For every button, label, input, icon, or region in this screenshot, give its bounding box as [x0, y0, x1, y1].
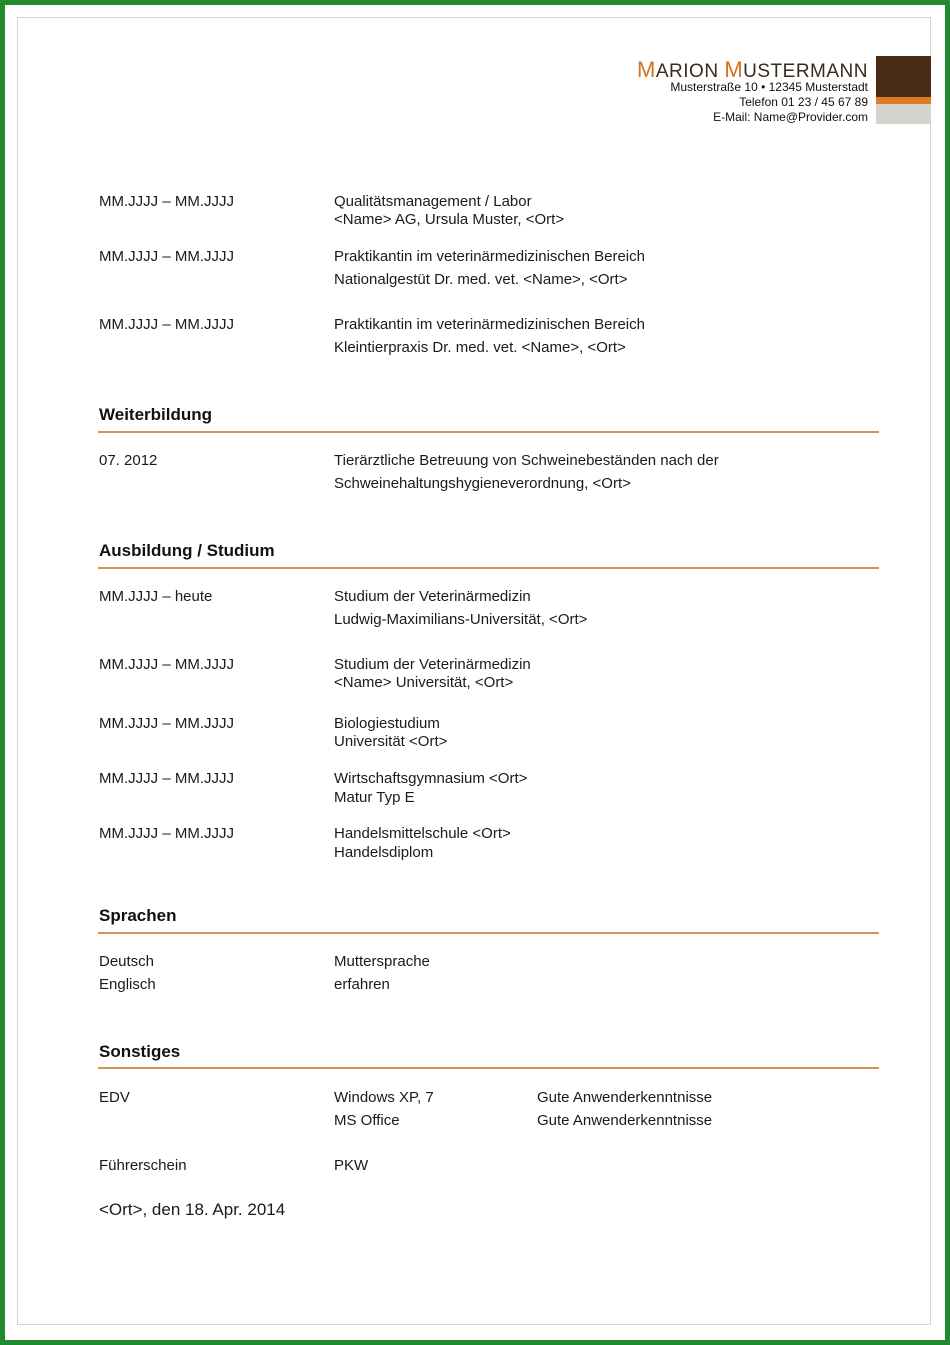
- applicant-name: MARION MUSTERMANN: [637, 57, 868, 82]
- exp-title-1: Qualitätsmanagement / Labor: [334, 193, 532, 210]
- edu-institution-1: Ludwig-Maximilians-Universität, <Ort>: [334, 611, 588, 628]
- edu-date-3: MM.JJJJ – MM.JJJJ: [99, 715, 234, 732]
- exp-employer-3: Kleintierpraxis Dr. med. vet. <Name>, <Ort>: [334, 339, 626, 356]
- exp-title-3: Praktikantin im veterinärmedizinischen Bereich: [334, 316, 645, 333]
- edu-title-5: Handelsmittelschule <Ort>: [334, 825, 511, 842]
- place-date-line: <Ort>, den 18. Apr. 2014: [99, 1200, 286, 1219]
- training-date: 07. 2012: [99, 452, 158, 469]
- edv-level-1: Gute Anwenderkenntnisse: [537, 1089, 713, 1106]
- edu-date-4: MM.JJJJ – MM.JJJJ: [99, 770, 234, 787]
- edu-institution-2: <Name> Universität, <Ort>: [334, 674, 514, 691]
- edv-level-2: Gute Anwenderkenntnisse: [537, 1112, 713, 1129]
- header-address: Musterstraße 10 • 12345 Musterstadt: [670, 80, 868, 94]
- language-level-1: Muttersprache: [334, 953, 430, 970]
- edu-title-1: Studium der Veterinärmedizin: [334, 588, 531, 605]
- exp-title-2: Praktikantin im veterinärmedizinischen Bereich: [334, 248, 645, 265]
- edv-tool-1: Windows XP, 7: [334, 1089, 434, 1106]
- section-rule: [98, 932, 879, 934]
- license-value: PKW: [334, 1157, 369, 1174]
- edu-title-3: Biologiestudium: [334, 715, 440, 732]
- section-rule: [98, 1067, 879, 1069]
- edu-title-4: Wirtschaftsgymnasium <Ort>: [334, 770, 528, 787]
- section-title-weiterbildung: Weiterbildung: [99, 405, 213, 424]
- edu-date-5: MM.JJJJ – MM.JJJJ: [99, 825, 234, 842]
- section-title-sprachen: Sprachen: [99, 906, 177, 925]
- edu-institution-5: Handelsdiplom: [334, 844, 434, 861]
- language-level-2: erfahren: [334, 976, 390, 993]
- training-line-2: Schweinehaltungshygieneverordnung, <Ort>: [334, 475, 631, 492]
- section-rule: [98, 431, 879, 433]
- language-1: Deutsch: [99, 953, 155, 970]
- exp-employer-1: <Name> AG, Ursula Muster, <Ort>: [334, 211, 565, 228]
- header-phone: Telefon 01 23 / 45 67 89: [739, 95, 868, 109]
- section-rule: [98, 567, 879, 569]
- edv-label: EDV: [99, 1089, 130, 1106]
- edu-institution-3: Universität <Ort>: [334, 733, 448, 750]
- exp-date-1: MM.JJJJ – MM.JJJJ: [99, 193, 234, 210]
- edu-institution-4: Matur Typ E: [334, 789, 415, 806]
- section-title-ausbildung: Ausbildung / Studium: [99, 541, 275, 560]
- language-2: Englisch: [99, 976, 156, 993]
- training-line-1: Tierärztliche Betreuung von Schweinebeständen nach der: [334, 452, 719, 469]
- exp-employer-2: Nationalgestüt Dr. med. vet. <Name>, <Ort>: [334, 271, 628, 288]
- exp-date-2: MM.JJJJ – MM.JJJJ: [99, 248, 234, 265]
- edu-title-2: Studium der Veterinärmedizin: [334, 656, 531, 673]
- edu-date-2: MM.JJJJ – MM.JJJJ: [99, 656, 234, 673]
- logo-block-grey: [876, 104, 931, 124]
- edu-date-1: MM.JJJJ – heute: [99, 588, 213, 605]
- header-email: E-Mail: Name@Provider.com: [713, 110, 868, 124]
- license-label: Führerschein: [99, 1157, 187, 1174]
- logo-block-brown: [876, 56, 931, 97]
- edv-tool-2: MS Office: [334, 1112, 400, 1129]
- section-title-sonstiges: Sonstiges: [99, 1042, 181, 1061]
- logo-block-orange: [876, 97, 931, 104]
- exp-date-3: MM.JJJJ – MM.JJJJ: [99, 316, 234, 333]
